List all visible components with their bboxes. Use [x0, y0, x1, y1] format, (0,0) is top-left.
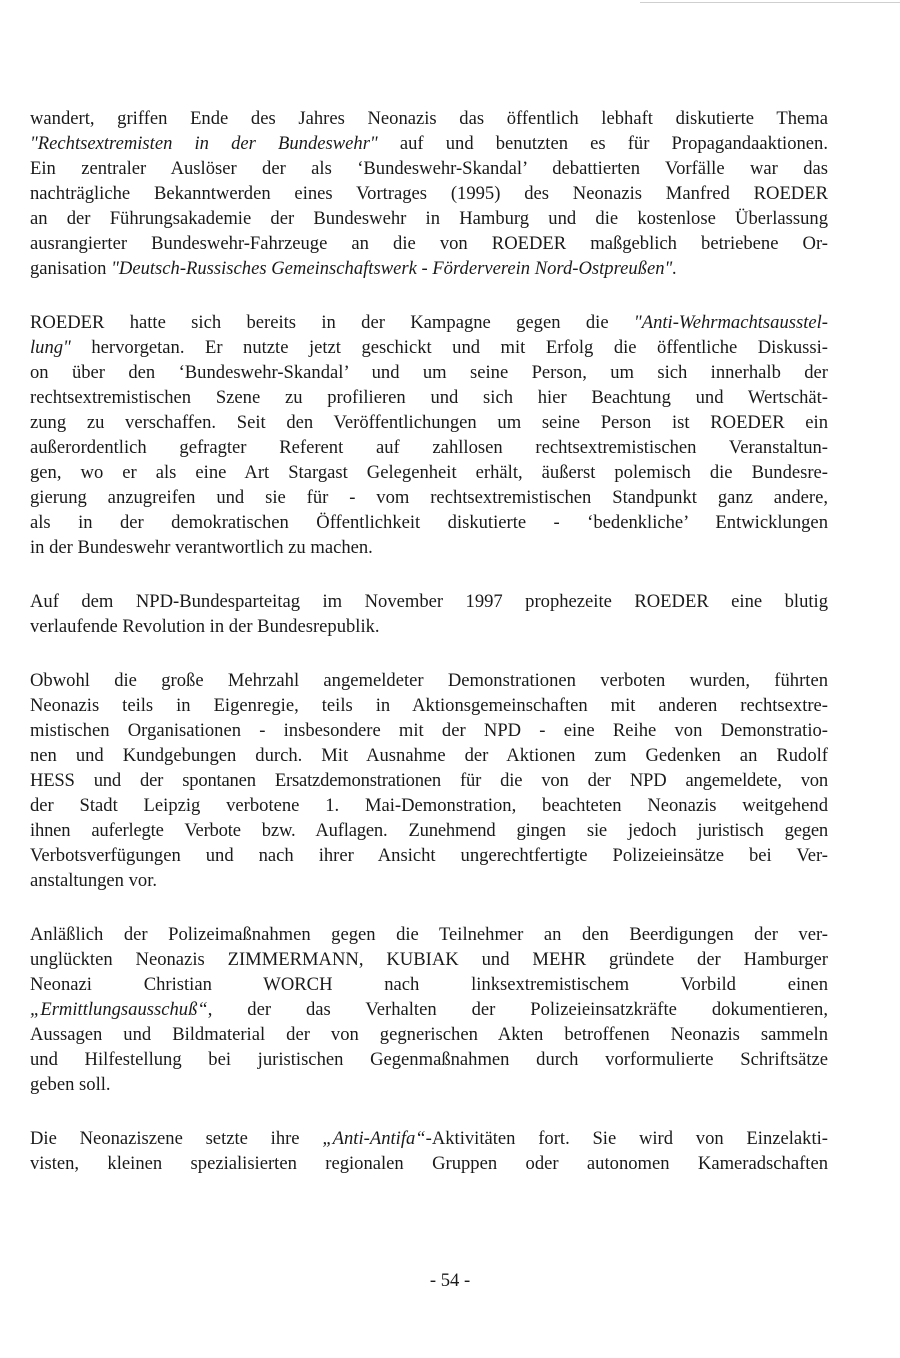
text-line	[30, 947, 828, 972]
text-segment: Anläßlich der Polizeimaßnahmen gegen die Teilnehmer an den Beerdigungen der ver-	[30, 924, 828, 945]
text-segment: in der Bundeswehr verantwortlich zu machen.	[30, 537, 373, 558]
text-line	[30, 922, 828, 947]
text-line	[30, 231, 828, 256]
text-line	[30, 181, 828, 206]
text-segment: Die Neonaziszene setzte ihre	[30, 1128, 323, 1149]
text-line	[30, 535, 828, 560]
paragraph-5	[30, 922, 828, 1097]
text-line	[30, 385, 828, 410]
text-segment: ROEDER hatte sich bereits in der Kampagne gegen die	[30, 312, 634, 333]
text-line	[30, 360, 828, 385]
text-line	[30, 693, 828, 718]
italic-segment: „Anti-Antifa“	[322, 1128, 426, 1149]
paragraph-6	[30, 1126, 828, 1176]
paragraph-3	[30, 589, 828, 639]
text-line	[30, 997, 828, 1022]
italic-segment: „Ermittlungsausschuß“	[30, 999, 208, 1020]
text-line	[30, 972, 828, 997]
text-line	[30, 793, 828, 818]
text-segment: on über den ‘Bundeswehr-Skandal’ und um seine Person, um sich innerhalb der	[30, 362, 828, 383]
text-segment: -Aktivitäten fort. Sie wird von Einzelakti-	[425, 1128, 828, 1149]
text-line	[30, 614, 828, 639]
text-segment: Ein zentraler Auslöser der als ‘Bundeswehr-Skandal’ debattierten Vorfälle war das	[30, 158, 828, 179]
text-line	[30, 843, 828, 868]
document-body	[30, 106, 828, 1205]
text-line	[30, 1126, 828, 1151]
text-segment: gen, wo er als eine Art Stargast Gelegenheit erhält, äußerst polemisch die Bundesre-	[30, 462, 828, 483]
italic-segment: "Deutsch-Russisches Gemeinschaftswerk - Förderverein Nord-Ostpreußen".	[111, 258, 677, 279]
text-segment: anstaltungen vor.	[30, 870, 158, 891]
text-segment: wandert, griffen Ende des Jahres Neonazis das öffentlich lebhaft diskutierte Thema	[30, 108, 828, 129]
text-segment: nachträgliche Bekanntwerden eines Vortrages (1995) des Neonazis Manfred ROEDER	[30, 183, 828, 204]
text-segment: Auf dem NPD-Bundesparteitag im November 1997 prophezeite ROEDER eine blutig	[30, 591, 828, 612]
text-line	[30, 1022, 828, 1047]
italic-segment: lung"	[30, 337, 71, 358]
text-line	[30, 156, 828, 181]
italic-segment: "Anti-Wehrmachtsausstel-	[633, 312, 828, 333]
text-segment: geben soll.	[30, 1074, 111, 1095]
text-line	[30, 1047, 828, 1072]
text-segment: und Hilfestellung bei juristischen Gegenmaßnahmen durch vorformulierte Schriftsätze	[30, 1049, 828, 1070]
text-line	[30, 310, 828, 335]
text-segment: hervorgetan. Er nutzte jetzt geschickt und mit Erfolg die öffentliche Diskussi-	[70, 337, 828, 358]
text-segment: visten, kleinen spezialisierten regionalen Gruppen oder autonomen Kameradschaften	[30, 1153, 828, 1174]
text-segment: Neonazis teils in Eigenregie, teils in Aktionsgemeinschaften mit anderen rechtsextre-	[30, 695, 828, 716]
text-segment: Neonazi Christian WORCH nach linksextremistischem Vorbild einen	[30, 974, 828, 995]
text-segment: unglückten Neonazis ZIMMERMANN, KUBIAK und MEHR gründete der Hamburger	[30, 949, 828, 970]
page-number: - 54 -	[429, 1270, 471, 1291]
text-segment: ausrangierter Bundeswehr-Fahrzeuge an die von ROEDER maßgeblich betriebene Or-	[30, 233, 828, 254]
text-segment: ihnen auferlegte Verbote bzw. Auflagen. Zunehmend gingen sie jedoch juristisch gegen	[30, 820, 828, 841]
text-line	[30, 668, 828, 693]
text-line	[30, 435, 828, 460]
top-rule	[640, 2, 900, 3]
text-line	[30, 743, 828, 768]
paragraph-1	[30, 106, 828, 281]
text-line	[30, 106, 828, 131]
text-segment: rechtsextremistischen Szene zu profilieren und sich hier Beachtung und Wertschät-	[30, 387, 828, 408]
text-segment: nen und Kundgebungen durch. Mit Ausnahme der Aktionen zum Gedenken an Rudolf	[30, 745, 828, 766]
text-segment: , der das Verhalten der Polizeieinsatzkräfte dokumentieren,	[207, 999, 828, 1020]
text-segment: zung zu verschaffen. Seit den Veröffentlichungen um seine Person ist ROEDER ein	[30, 412, 828, 433]
text-segment: auf und benutzten es für Propagandaaktionen.	[377, 133, 828, 154]
text-segment: außerordentlich gefragter Referent auf zahllosen rechtsextremistischen Veranstaltun-	[30, 437, 828, 458]
italic-segment: "Rechtsextremisten in der Bundeswehr"	[30, 133, 378, 154]
text-line	[30, 131, 828, 156]
text-segment: HESS und der spontanen Ersatzdemonstrationen für die von der NPD angemeldete, von	[30, 770, 828, 791]
text-segment: ganisation	[30, 258, 112, 279]
text-line	[30, 868, 828, 893]
text-line	[30, 1151, 828, 1176]
text-line	[30, 718, 828, 743]
text-line	[30, 206, 828, 231]
text-segment: Verbotsverfügungen und nach ihrer Ansicht ungerechtfertigte Polizeieinsätze bei Ver-	[30, 845, 828, 866]
paragraph-2	[30, 310, 828, 560]
text-line	[30, 818, 828, 843]
text-line	[30, 510, 828, 535]
text-segment: als in der demokratischen Öffentlichkeit diskutierte - ‘bedenkliche’ Entwicklungen	[30, 512, 828, 533]
text-line	[30, 768, 828, 793]
text-segment: Obwohl die große Mehrzahl angemeldeter Demonstrationen verboten wurden, führten	[30, 670, 828, 691]
text-segment: Aussagen und Bildmaterial der von gegnerischen Akten betroffenen Neonazis sammeln	[30, 1024, 828, 1045]
text-segment: der Stadt Leipzig verbotene 1. Mai-Demonstration, beachteten Neonazis weitgehend	[30, 795, 828, 816]
text-line	[30, 1072, 828, 1097]
text-line	[30, 485, 828, 510]
text-segment: gierung anzugreifen und sie für - vom rechtsextremistischen Standpunkt ganz andere,	[30, 487, 828, 508]
text-line	[30, 410, 828, 435]
text-segment: an der Führungsakademie der Bundeswehr in Hamburg und die kostenlose Überlassung	[30, 208, 828, 229]
text-line	[30, 460, 828, 485]
paragraph-4	[30, 668, 828, 893]
text-segment: mistischen Organisationen - insbesondere mit der NPD - eine Reihe von Demonstratio-	[30, 720, 828, 741]
text-segment: verlaufende Revolution in der Bundesrepublik.	[30, 616, 380, 637]
text-line	[30, 335, 828, 360]
text-line	[30, 589, 828, 614]
text-line	[30, 256, 828, 281]
